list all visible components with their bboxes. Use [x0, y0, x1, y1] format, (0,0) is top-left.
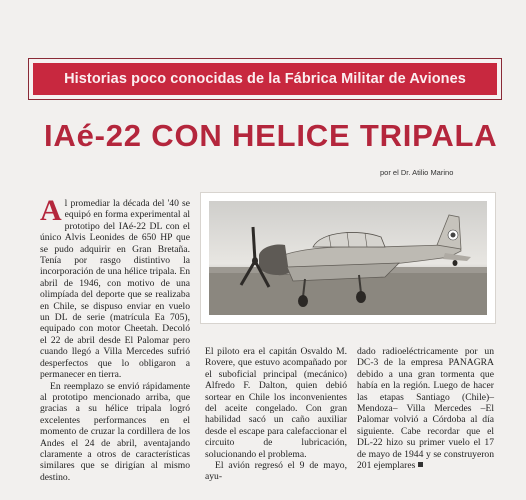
- section-banner: [28, 58, 502, 100]
- text-column-3: [357, 346, 494, 471]
- engine-cowling: [259, 244, 289, 275]
- wheel: [298, 295, 308, 307]
- propeller-blade: [253, 227, 255, 261]
- photo-frame: [200, 192, 496, 324]
- section-banner-fill: [33, 63, 497, 95]
- paragraph: El piloto era el capitán Osvaldo M. Rovere, que estuvo acompañado por el suboficial principal (mecánico) Alfredo F. Dalton, quien debió sortear en Chile los inconvenientes del aceite congelado. Con gran habilidad sacó un caño auxiliar desde el escape para calefaccionar el circuito de lubricación, solucionando el problema.: [205, 346, 347, 460]
- article-byline: por el Dr. Atilio Marino: [380, 168, 454, 177]
- tail-wheel: [453, 260, 458, 266]
- ground: [209, 273, 487, 315]
- wheel: [356, 291, 366, 303]
- airplane-photo: [209, 201, 487, 315]
- end-mark: [418, 462, 423, 467]
- airplane-illustration: [209, 201, 487, 315]
- paragraph: dado radioeléctricamente por un DC-3 de la empresa PANAGRA debido a una gran tormenta que había en la región. Luego de hacer las etapas Santiago (Chile)– Mendoza– Villa Mercedes –El Palomar volvió a Córdoba al día siguiente. Cabe recordar que el DL-22 hizo su primer vuelo el 17 de mayo de 1944 y se construyeron 201 ejemplares: [357, 346, 494, 472]
- paragraph: El avión regresó el 9 de mayo, ayu-: [205, 460, 347, 483]
- tail-plane: [443, 253, 471, 261]
- text-column-2: [205, 346, 347, 483]
- text-column-1: [40, 194, 190, 483]
- article-title: IAé-22 CON HELICE TRIPALA: [44, 118, 498, 153]
- section-banner-text: Historias poco conocidas de la Fábrica Militar de Aviones: [64, 71, 466, 87]
- paragraph: En reemplazo se envió rápidamente al prototipo mencionado arriba, que gracias a su hélice tripala logró excelentes performances en el momento de cruzar la cordillera de los Andes el 24 de abril, aventajando claramente a otros de características similares que se dirigían al mismo destino.: [40, 380, 190, 483]
- drop-cap: A: [40, 194, 62, 227]
- paragraph: Al promediar la década del '40 se equipó en forma experimental al prototipo del IAé-22 DL con el único Alvis Leonides de 650 HP que se pudo adquirir en Gran Bretaña. Tenía por rasgo distintivo la incorporación de una hélice tripala. En abril de 1946, con motivo de una olimpíada del deporte que se realizaba en Chile, se dispuso enviar en vuelo un DL de serie (matrícula Ea 705), equipado con motor Cheetah. Decoló el 22 de abril desde El Palomar pero cuando llegó a Villa Mercedes sufrió desperfectos que lo obligaron a permanecer en tierra.: [40, 194, 190, 381]
